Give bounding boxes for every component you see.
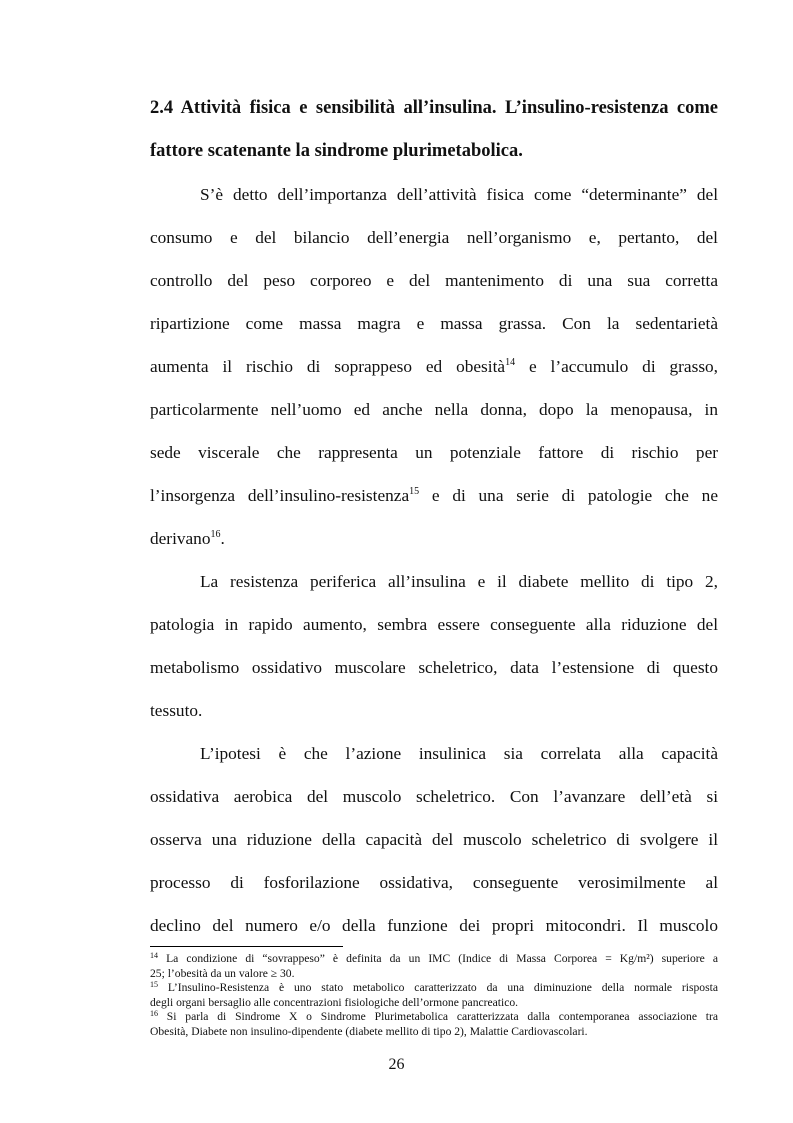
footnote-line bbox=[150, 981, 718, 996]
footnote-line bbox=[150, 1010, 718, 1025]
footnote-number: 15 bbox=[150, 980, 158, 990]
paragraph-line bbox=[150, 474, 718, 517]
text-run: e di una serie di patologie che ne bbox=[419, 486, 718, 505]
footnote-text: Si parla di Sindrome X o Sindrome Plurimetabolica caratterizzata dalla contemporanea associazione tra bbox=[158, 1010, 718, 1024]
footnotes bbox=[150, 952, 718, 1040]
footnote-line: 25; l’obesità da un valore ≥ 30. bbox=[150, 966, 295, 980]
text-run: derivano bbox=[150, 529, 211, 548]
paragraph-line: tessuto. bbox=[150, 701, 203, 720]
footnote-ref[interactable]: 16 bbox=[210, 529, 221, 540]
footnote-16 bbox=[150, 1010, 718, 1039]
footnote-number: 16 bbox=[150, 1009, 158, 1019]
footnote-14 bbox=[150, 952, 718, 981]
paragraph-line: osserva una riduzione della capacità del muscolo scheletrico di svolgere il bbox=[150, 830, 718, 849]
footnote-number: 14 bbox=[150, 951, 158, 960]
page-number: 26 bbox=[388, 1056, 405, 1073]
paragraph-line: declino del numero e/o della funzione dei propri mitocondri. Il muscolo bbox=[150, 916, 718, 935]
footnote-line: degli organi bersaglio alle concentrazioni fisiologiche dell’ormone pancreatico. bbox=[150, 995, 519, 1009]
footnote-separator bbox=[150, 946, 343, 947]
footnote-ref[interactable]: 15 bbox=[409, 486, 420, 497]
text-run: e l’accumulo di grasso, bbox=[515, 357, 719, 376]
paragraph-line: metabolismo ossidativo muscolare scheletrico, data l’estensione di questo bbox=[150, 658, 718, 677]
paragraph-line: S’è detto dell’importanza dell’attività fisica come “determinante” del bbox=[200, 185, 718, 204]
paragraph-line: L’ipotesi è che l’azione insulinica sia correlata alla capacità bbox=[200, 744, 718, 763]
paragraph-line: ripartizione come massa magra e massa grassa. Con la sedentarietà bbox=[150, 314, 718, 333]
paragraph-line: La resistenza periferica all’insulina e il diabete mellito di tipo 2, bbox=[200, 572, 718, 591]
body-text bbox=[150, 173, 718, 947]
text-run: l’insorgenza dell’insulino-resistenza bbox=[150, 486, 410, 505]
paragraph-line: particolarmente nell’uomo ed anche nella donna, dopo la menopausa, in bbox=[150, 400, 718, 419]
text-run: . bbox=[220, 529, 225, 548]
footnote-text: L’Insulino-Resistenza è uno stato metabolico caratterizzato da una diminuzione della normale risposta bbox=[158, 981, 718, 995]
footnote-15 bbox=[150, 981, 718, 1010]
heading-line: 2.4 Attività fisica e sensibilità all’insulina. L’insulino-resistenza come bbox=[150, 98, 718, 118]
text-run: aumenta il rischio di soprappeso ed obesità bbox=[150, 357, 506, 376]
footnote-text: La condizione di “sovrappeso” è definita da un IMC (Indice di Massa Corporea = Kg/m²) superiore a bbox=[158, 952, 718, 965]
footnote-line bbox=[150, 952, 718, 967]
paragraph-line: ossidativa aerobica del muscolo scheletrico. Con l’avanzare dell’età si bbox=[150, 787, 718, 806]
section-heading bbox=[150, 87, 718, 173]
footnote-ref[interactable]: 14 bbox=[505, 357, 516, 368]
paragraph-line: sede viscerale che rappresenta un potenziale fattore di rischio per bbox=[150, 443, 718, 462]
heading-line: fattore scatenante la sindrome plurimetabolica. bbox=[150, 141, 523, 161]
footnote-line: Obesità, Diabete non insulino-dipendente (diabete mellito di tipo 2), Malattie Cardiovascolari. bbox=[150, 1024, 588, 1038]
paragraph-line: consumo e del bilancio dell’energia nell’organismo e, pertanto, del bbox=[150, 228, 718, 247]
paragraph-line bbox=[150, 517, 718, 560]
paragraph-line: patologia in rapido aumento, sembra essere conseguente alla riduzione del bbox=[150, 615, 718, 634]
paragraph-line bbox=[150, 345, 718, 388]
paragraph-line: controllo del peso corporeo e del mantenimento di una sua corretta bbox=[150, 271, 718, 290]
paragraph-line: processo di fosforilazione ossidativa, conseguente verosimilmente al bbox=[150, 873, 718, 892]
